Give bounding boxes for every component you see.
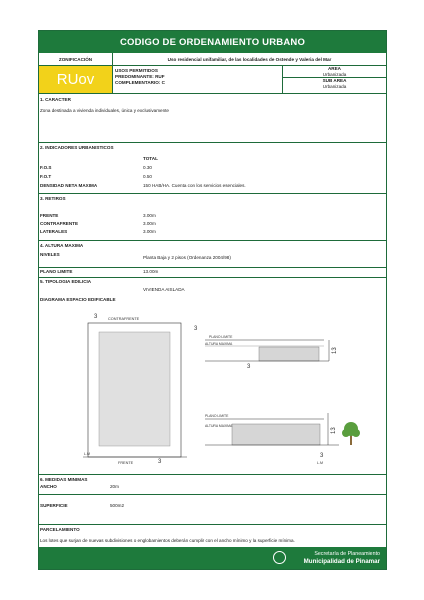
altura-maxima-tag-2: ALTURA MAXIMA <box>205 424 233 428</box>
elevation-view-bottom <box>205 413 360 465</box>
frente-value: 3.00m <box>143 213 156 218</box>
diagram-three-bottom: 3 <box>158 459 162 465</box>
zonificacion-label: ZONIFICACIÓN <box>39 53 113 65</box>
densidad-label: DENSIDAD NETA MAXIMA <box>40 183 98 188</box>
plano-limite-tag-2: PLANO LIMITE <box>205 414 229 418</box>
diagram-three-top: 3 <box>94 314 98 320</box>
usos-predominante: PREDOMINANTE: RUF <box>115 73 165 79</box>
zonificacion-value: Uso residencial unifamiliar, de las localidades de Ostende y Valeria del Mar <box>167 56 332 62</box>
fos-value: 0.30 <box>143 165 152 170</box>
frente-label: FRENTE <box>40 213 59 218</box>
laterales-label: LATERALES <box>40 229 68 234</box>
fot-label: F.O.T <box>40 174 52 179</box>
diagram-lm-label-plan: L.M <box>84 452 90 456</box>
area-value: Urbanizada <box>283 72 386 79</box>
altura-heading: 4. ALTURA MAXIMA <box>40 243 84 248</box>
caracter-heading: 1. CARACTER <box>40 97 71 102</box>
footer-municipalidad: Municipalidad de Pinamar <box>303 558 380 565</box>
diagram-frente-label: FRENTE <box>118 461 134 465</box>
diagram-three-elev2: 3 <box>320 453 324 459</box>
plano-limite-value: 13.00m <box>143 269 159 274</box>
parcelamiento-section <box>39 524 386 549</box>
subarea-label: SUB AREA <box>322 78 347 84</box>
parcelamiento-heading: PARCELAMIENTO <box>40 527 80 532</box>
diagram-heading: DIAGRAMA ESPACIO EDIFICABLE <box>40 297 116 302</box>
fos-label: F.O.S <box>40 165 52 170</box>
tree-icon <box>342 422 360 445</box>
subarea-value: Urbanizada <box>322 83 347 89</box>
ancho-label: ANCHO <box>40 484 57 489</box>
footer-secretaria: Secretaría de Planeamiento <box>314 551 380 557</box>
usos-permitidos <box>113 66 283 93</box>
diagram-contrafrente-label: CONTRAFRENTE <box>108 317 140 321</box>
medidas-heading: 6. MEDIDAS MINIMAS <box>40 477 88 482</box>
contrafrente-value: 3.00m <box>143 221 156 226</box>
municipal-seal-icon <box>273 551 286 564</box>
caracter-text: Zona destinada a vivienda individuales, única y exclusivamente <box>40 108 169 113</box>
zone-code-row <box>39 66 386 94</box>
tipologia-heading: 5. TIPOLOGIA EDILICIA <box>40 279 92 284</box>
plano-limite-tag-1: PLANO LIMITE <box>209 335 233 339</box>
usos-complementario: COMPLEMENTARIO: C <box>115 79 165 85</box>
retiros-heading: 3. RETIROS <box>40 196 66 201</box>
indicadores-total-header: TOTAL <box>143 156 158 161</box>
tipologia-value: VIVIENDA AISLADA <box>143 287 185 292</box>
plan-view <box>83 314 198 465</box>
medidas-section <box>39 474 386 524</box>
densidad-value: 150 HAB/HA. Cuenta con los servicios esenciales. <box>143 183 246 188</box>
diagram-three-elev1: 3 <box>247 364 251 370</box>
area-label: AREA <box>327 66 342 71</box>
laterales-value: 3.00m <box>143 229 156 234</box>
elevation-view-top <box>205 335 338 370</box>
caracter-section <box>39 95 386 141</box>
niveles-label: NIVELES <box>40 252 60 257</box>
retiros-section <box>39 193 386 239</box>
contrafrente-label: CONTRAFRENTE <box>40 221 79 226</box>
footer-bar <box>39 547 386 569</box>
superficie-value: 500m2 <box>110 503 125 508</box>
fot-value: 0.50 <box>143 174 152 179</box>
niveles-value: Planta Baja y 2 pisos (Ordenanza 2004/98) <box>143 255 231 260</box>
zonificacion-row <box>39 53 386 66</box>
buildable-space-diagram <box>39 304 386 472</box>
ancho-value: 20m <box>110 484 119 489</box>
diagram-lm-label-elev: L.M <box>317 461 323 465</box>
diagram-thirteen-1: 13 <box>332 347 338 354</box>
indicadores-section <box>39 142 386 192</box>
page-title: CODIGO DE ORDENAMIENTO URBANO <box>39 31 386 53</box>
zone-code-badge: RUov <box>39 66 113 93</box>
superficie-label: SUPERFICIE <box>40 503 68 508</box>
altura-section <box>39 240 386 276</box>
indicadores-heading: 2. INDICADORES URBANISTICOS <box>40 145 114 150</box>
plano-limite-label: PLANO LIMITE <box>40 269 73 274</box>
usos-title: USOS PERMITIDOS <box>115 68 158 73</box>
parcelamiento-text: Los lotes que surjan de nuevas subdivisiones o englobamientos deberán cumplir con el ancho mínimo y la superficie mínima. <box>40 538 295 543</box>
diagram-three-right: 3 <box>194 326 198 332</box>
diagram-thirteen-2: 13 <box>331 427 337 434</box>
tipologia-section <box>39 277 386 473</box>
area-box <box>283 66 386 93</box>
urban-code-sheet <box>38 30 387 570</box>
altura-maxima-tag-1: ALTURA MAXIMA <box>205 342 233 346</box>
